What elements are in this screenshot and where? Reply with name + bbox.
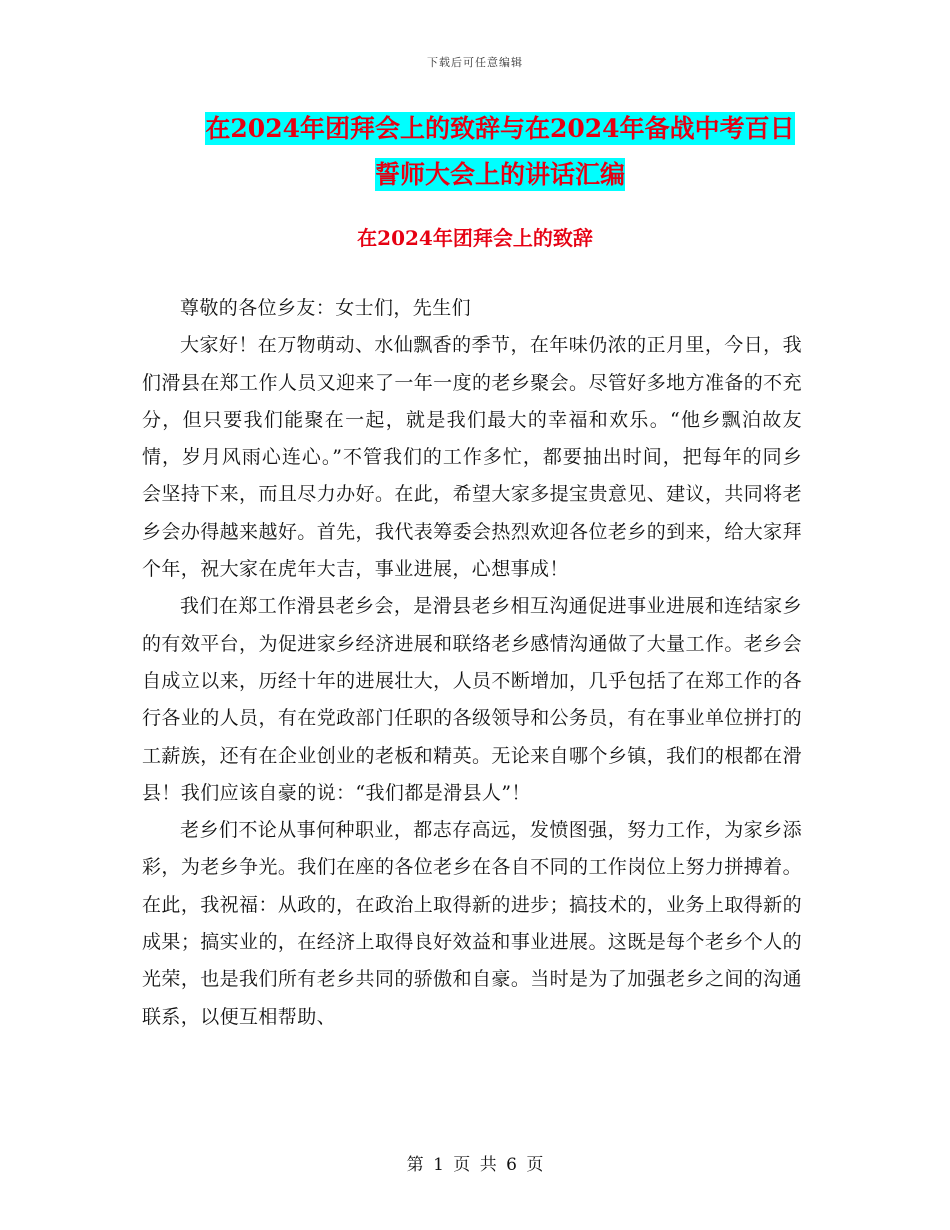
document-body — [142, 290, 802, 1036]
header-note: 下载后可任意编辑 — [427, 56, 523, 69]
document-title-line2: 誓师大会上的讲话汇编 — [374, 160, 625, 189]
body-paragraph: 我们在郑工作滑县老乡会，是滑县老乡相互沟通促进事业进展和连结家乡的有效平台，为促进家乡经济进展和联络老乡感情沟通做了大量工作。老乡会自成立以来，历经十年的进展壮大，人员不断增加，几乎包括了在郑工作的各行各业的人员，有在党政部门任职的各级领导和公务员，有在事业单位拼打的工薪族，还有在企业创业的老板和精英。无论来自哪个乡镇，我们的根都在滑县！我们应该自豪的说：“我们都是滑县人”！ — [142, 595, 802, 804]
body-paragraph: 大家好！在万物萌动、水仙飘香的季节，在年味仍浓的正月里，今日，我们滑县在郑工作人员又迎来了一年一度的老乡聚会。尽管好多地方准备的不充分，但只要我们能聚在一起，就是我们最大的幸福和欢乐。“他乡飘泊故友情，岁月风雨心连心。”不管我们的工作多忙，都要抽出时间，把每年的同乡会坚持下来，而且尽力办好。在此，希望大家多提宝贵意见、建议，共同将老乡会办得越来越好。首先，我代表筹委会热烈欢迎各位老乡的到来，给大家拜个年，祝大家在虎年大吉，事业进展，心想事成！ — [142, 334, 802, 581]
page-number-footer: 第 1 页 共 6 页 — [406, 1155, 544, 1175]
section-title: 在2024年团拜会上的致辞 — [357, 226, 593, 250]
salutation-paragraph: 尊敬的各位乡友：女士们，先生们 — [180, 297, 472, 319]
document-title-line1: 在2024年团拜会上的致辞与在2024年备战中考百日 — [205, 114, 795, 143]
body-paragraph: 老乡们不论从事何种职业，都志存高远，发愤图强，努力工作，为家乡添彩，为老乡争光。我们在座的各位老乡在各自不同的工作岗位上努力拼搏着。在此，我祝福：从政的，在政治上取得新的进步；搞技术的，业务上取得新的成果；搞实业的，在经济上取得良好效益和事业进展。这既是每个老乡个人的光荣，也是我们所有老乡共同的骄傲和自豪。当时是为了加强老乡之间的沟通联系，以便互相帮助、 — [142, 819, 802, 1028]
document-title — [140, 106, 860, 198]
